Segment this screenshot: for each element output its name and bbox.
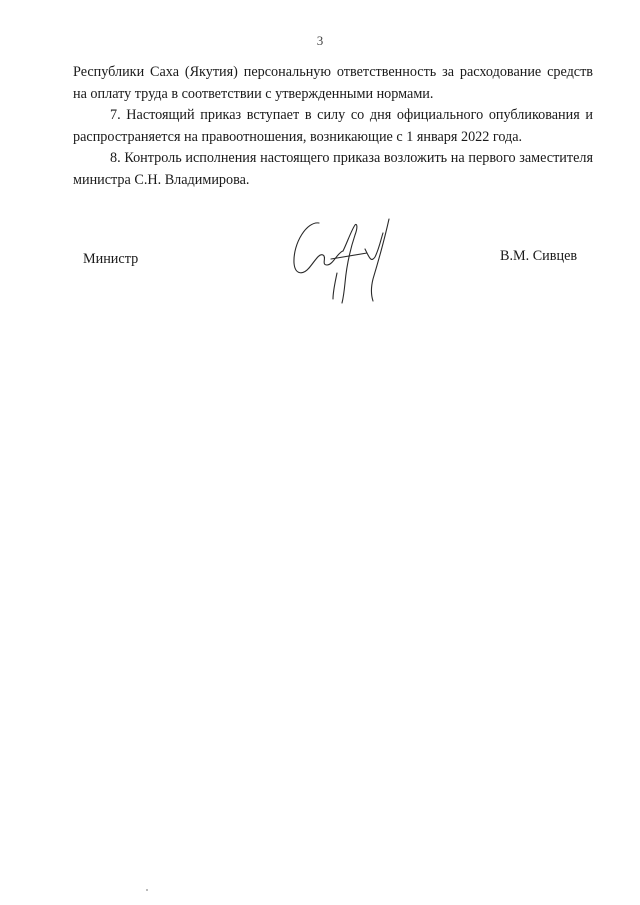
signature-block: [0, 248, 640, 308]
paragraph-item-8: 8. Контроль исполнения настоящего приказа возложить на первого заместителя министра С.Н. Владимирова.: [73, 150, 593, 188]
signatory-title: Министр: [83, 251, 139, 267]
document-body: [73, 62, 593, 191]
paragraph-continuation: Республики Саха (Якутия) персональную ответственность за расходование средств на оплату труда в соответствии с утвержденными нормами.: [73, 64, 593, 102]
signatory-name: В.М. Сивцев: [500, 248, 578, 264]
page-number: 3: [316, 33, 324, 48]
handwritten-signature-icon: [285, 213, 410, 308]
paragraph-item-7: 7. Настоящий приказ вступает в силу со дня официального опубликования и распространяется на правоотношения, возникающие с 1 января 2022 года.: [73, 107, 593, 145]
scan-speck: [146, 889, 148, 891]
